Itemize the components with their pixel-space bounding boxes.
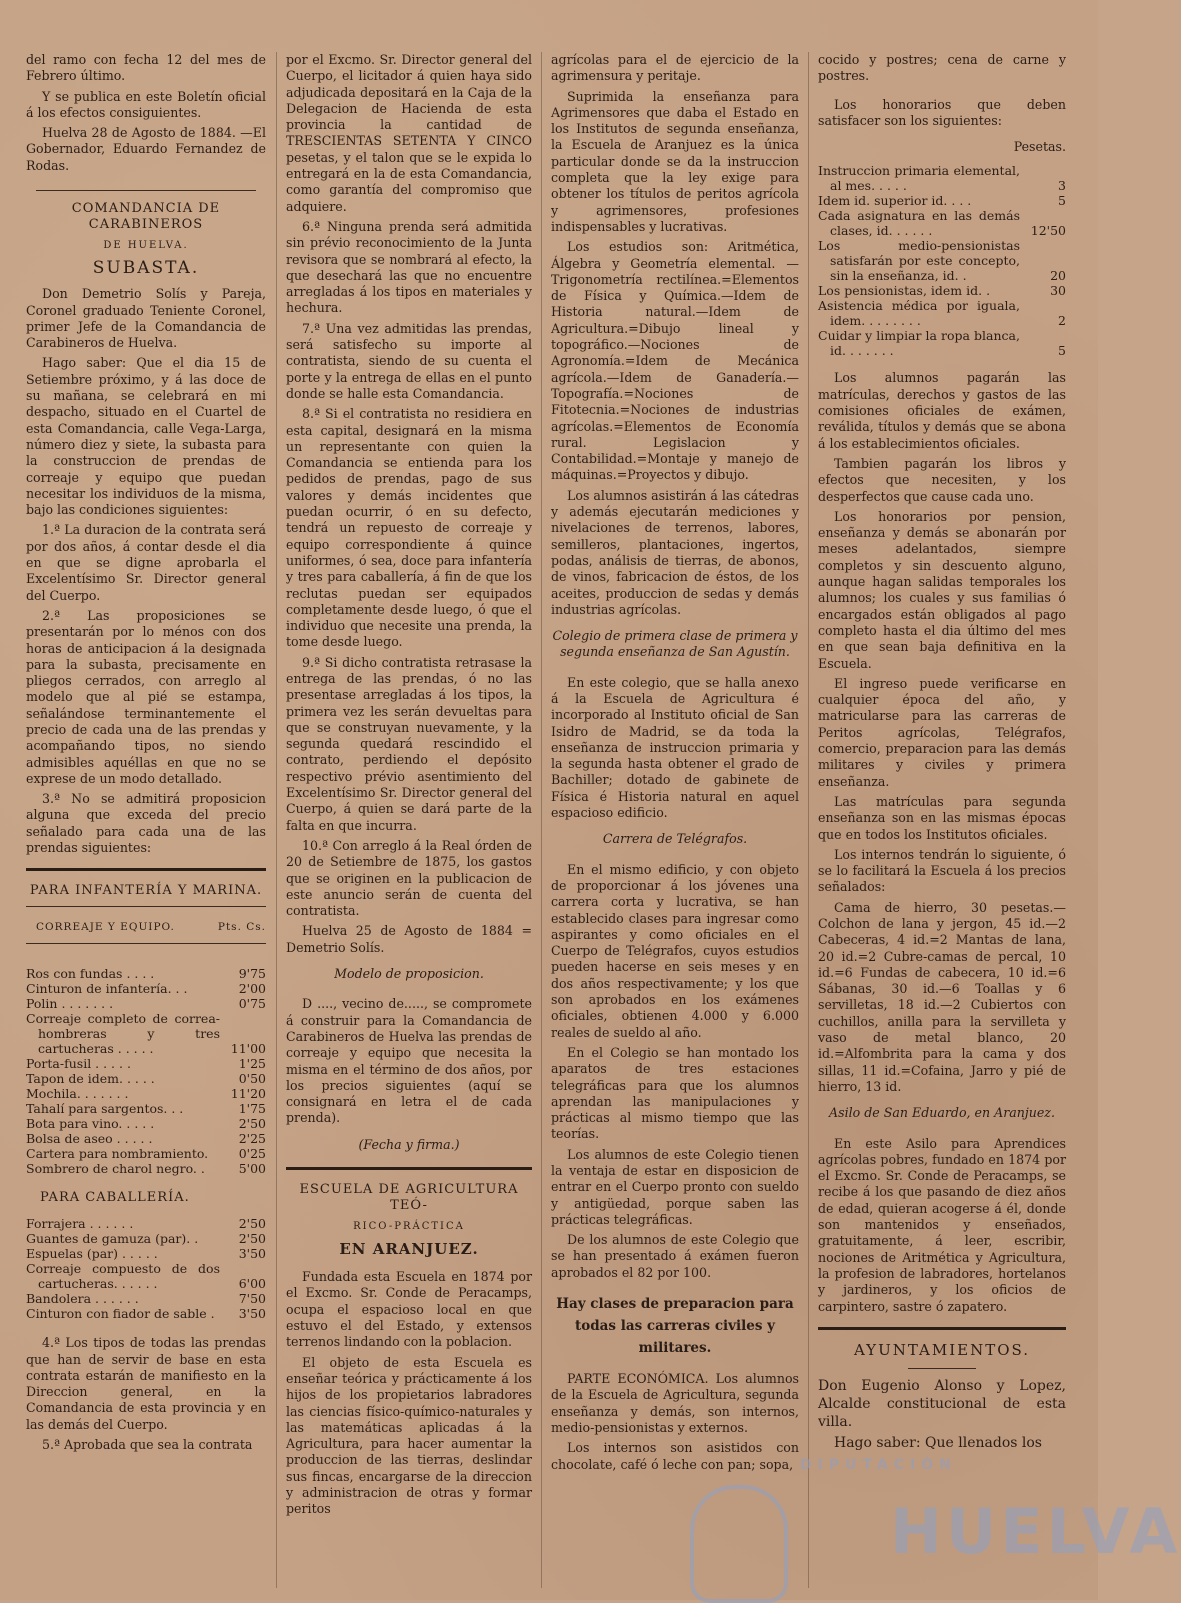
fees-header: Pesetas. [1013, 139, 1066, 155]
paragraph: 7.ª Una vez admitidas las prendas, será satisfecho su importe al contratista, siendo de su cuenta el porte y la entrega de ellas en el punto donde se halle esta Comandancia. [286, 320, 532, 401]
paragraph: Huelva 25 de Agosto de 1884 = Demetrio Solís. [286, 923, 532, 955]
stamp-text: DIPUTACIÓN [800, 1457, 957, 1473]
column-divider [541, 52, 542, 1588]
section-heading: AYUNTAMIENTOS. [853, 1340, 1031, 1359]
paragraph: 2.ª Las proposiciones se presentarán por lo ménos con dos horas de anticipacion á la designada para la subasta, precisamente en pliegos cerrados, con arreglo al modelo que al pié se estampa, señalándose terminantemente el precio de cada una de las prendas y acompañando tipos, no siendo admisibles aquéllas en que no se exprese de un modo detallado. [26, 607, 266, 786]
divider [286, 1167, 532, 1170]
section-subheading: DE HUELVA. [103, 239, 189, 251]
item-label: Cuidar y limpiar la ropa blanca, id. . . . . . . [818, 328, 1020, 359]
paragraph: Hago saber: Que llenados los [834, 1435, 1042, 1452]
section-heading: Carrera de Telégrafos. [602, 831, 748, 847]
table-row [26, 966, 266, 981]
paragraph: Cama de hierro, 30 pesetas.—Colchon de lana y jergon, 45 id.—2 Cabeceras, 4 id.=2 Mantas de lana, 20 id.=2 Cubre-camas de percal, 10 id.=6 Fundas de cabecera, 10 id.=6 Sábanas, 30 id.—6 Toallas y 6 servilletas, 18 id.—2 Cubiertos con cuchillos, anilla para la servilleta y vaso de metal blanco, 20 id.=Alfombrita para la cama y dos sillas, 11 id.=Cofaina, Jarro y pié de hierro, 13 id. [818, 899, 1066, 1094]
item-label: Porta-fusil . . . . . [26, 1055, 131, 1071]
item-price: 30 [1050, 283, 1066, 299]
table-header-right: Pts. Cs. [217, 920, 266, 933]
item-price: 11'00 [230, 1040, 266, 1056]
paragraph: Los honorarios por pension, enseñanza y demás se abonarán por meses adelantados, siempre completos y sin descuento alguno, aunque hagan salidas temporales los alumnos; los cuales y sus familias ó encargados están obligados al pago completo hasta el dia último del mes en que sean baja definitiva en la Escuela. [818, 508, 1066, 671]
paragraph: Los internos tendrán lo siguiente, ó se lo facilitará la Escuela á los precios señalados: [818, 846, 1066, 895]
notice-bold: Hay clases de preparacion para todas las carreras civiles y militares. [556, 1296, 794, 1357]
stamp-text: HUELVA [890, 1495, 1181, 1568]
table-row [26, 1146, 266, 1161]
paragraph: Las matrículas para segunda enseñanza son en las mismas épocas que en todos los Institutos oficiales. [818, 793, 1066, 842]
paragraph: 5.ª Aprobada que sea la contrata [42, 1437, 253, 1453]
paragraph: 1.ª La duracion de la contrata será por dos años, á contar desde el dia en que se digne aprobarla el Excelentísimo Sr. Director general del Cuerpo. [26, 522, 266, 603]
item-label: Bandolera . . . . . . [26, 1291, 139, 1307]
column-2 [286, 52, 532, 1592]
paragraph: por el Excmo. Sr. Director general del Cuerpo, el licitador á quien haya sido adjudicada depositará en la Caja de la Delegacion de Hacienda de esta provincia la cantidad de TRESCIENTAS SETENTA Y CINCO pesetas, y el talon que se le expida lo entregará en la de esta Comandancia, como garantía del compromiso que adquiere. [286, 52, 532, 214]
fees-table [818, 163, 1066, 358]
paragraph: De los alumnos de este Colegio que se han presentado á exámen fueron aprobados el 82 por 100. [551, 1232, 799, 1280]
paragraph: En el mismo edificio, y con objeto de proporcionar á los jóvenes una carrera corta y lucrativa, se han establecido clases para ingresar como aspirantes y como oficiales en el Cuerpo de Telégrafos, cuyos estudios pueden hacerse en seis meses y en dos años respectivamente; y los que son aprobados en los exámenes oficiales, obtienen 4.000 y 6.000 reales de sueldo al año. [551, 861, 799, 1040]
item-price: 5 [1058, 193, 1066, 209]
table-row [26, 1011, 266, 1056]
item-price: 5 [1058, 343, 1066, 359]
item-price: 2'50 [238, 1115, 266, 1131]
paragraph: Los alumnos asistirán á las cátedras y además ejecutarán mediciones y nivelaciones de terrenos, labores, semilleros, plantaciones, ingertos, podas, análisis de tierras, de abonos, de vinos, fabricacion de éstos, de los aceites, produccion de sedas y demás industrias agrícolas. [551, 487, 799, 617]
library-stamp [690, 1445, 1181, 1595]
item-price: 2'50 [238, 1231, 266, 1247]
item-price: 12'50 [1030, 223, 1066, 239]
table-row [26, 1161, 266, 1176]
item-label: Bolsa de aseo . . . . . [26, 1130, 153, 1146]
item-label: Tapon de idem. . . . . [26, 1070, 155, 1086]
table-header-left: CORREAJE Y EQUIPO. [36, 920, 175, 933]
item-price: 6'00 [238, 1276, 266, 1292]
item-price: 3 [1058, 178, 1066, 194]
item-price: 0'50 [238, 1070, 266, 1086]
item-price: 0'75 [238, 995, 266, 1011]
item-price: 2'00 [238, 980, 266, 996]
table-row [26, 1116, 266, 1131]
item-label: Correaje completo de correa-hombreras y tres cartucheras . . . . . [26, 1010, 220, 1056]
item-label: Ros con fundas . . . . [26, 965, 155, 981]
divider [36, 190, 256, 191]
paragraph: Don Eugenio Alonso y Lopez, Alcalde constitucional de esta villa. [818, 1378, 1066, 1431]
paragraph: 6.ª Ninguna prenda será admitida sin prévio reconocimiento de la Junta revisora que se nombrará al efecto, la que desechará las que no encuentre arregladas á los tipos en materiales y hechura. [286, 218, 532, 316]
item-label: Cada asignatura en las demás clases, id. . . . . . [818, 208, 1020, 239]
item-label: Tahalí para sargentos. . . [26, 1100, 184, 1116]
firma: (Fecha y firma.) [358, 1136, 460, 1152]
paragraph: Y se publica en este Boletín oficial á los efectos consiguientes. [26, 88, 266, 120]
item-label: Idem id. superior id. . . . [818, 193, 972, 209]
table-row [26, 1291, 266, 1306]
item-price: 1'25 [238, 1055, 266, 1071]
item-price: 5'00 [238, 1160, 266, 1176]
table-title: PARA CABALLERÍA. [40, 1189, 190, 1205]
item-label: Los medio-pensionistas satisfarán por este concepto, sin la enseñanza, id. . [818, 238, 1020, 284]
divider [26, 906, 266, 907]
column-1 [26, 52, 266, 1592]
item-label: Instruccion primaria elemental, al mes. . . . . [818, 163, 1020, 194]
table-row [26, 1261, 266, 1291]
table-header [26, 913, 266, 944]
item-price: 2'25 [238, 1130, 266, 1146]
table-row [818, 193, 1066, 208]
table-row [26, 1246, 266, 1261]
paragraph: En este Asilo para Aprendices agrícolas pobres, fundado en 1874 por el Excmo. Sr. Conde de Peracamps, se recibe á los que pasando de diez años de edad, quieran acogerse á él, donde son mantenidos y enseñados, gratuitamente, á leer, escribir, nociones de Aritmética y Agricultura, la profesion de labradores, hortelanos y jardineros, y los oficios de carpintero, sastre ó zapatero. [818, 1135, 1066, 1314]
item-label: Cartera para nombramiento. [26, 1145, 209, 1161]
table-row [26, 1131, 266, 1146]
section-heading: ESCUELA DE AGRICULTURA TEÓ- [299, 1182, 519, 1214]
paragraph: Los estudios son: Aritmética, Álgebra y Geometría elemental. —Trigonometría rectilínea.=Elementos de Física y Química.—Idem de Historia natural.—Idem de Agricultura.=Dibujo lineal y topográfico.—Nociones de Agronomía.=Idem de Mecánica agrícola.—Idem de Ganadería.—Topografía.=Nociones de Fitotecnia.=Nociones de industrias agrícolas.=Elementos de Economía rural. Legislacion y Contabilidad.=Montaje y manejo de máquinas.=Proyectos y dibujo. [551, 239, 799, 483]
paragraph: Los alumnos pagarán las matrículas, derechos y gastos de las comisiones oficiales de exámen, reválida, títulos y demás que se abona á los establecimientos oficiales. [818, 370, 1066, 451]
paragraph: El ingreso puede verificarse en cualquier época del año, y matricularse para las carreras de Peritos agrícolas, Telégrafos, comercio, preparacion para las demás militares y civiles y primera enseñanza. [818, 675, 1066, 789]
table-title: PARA INFANTERÍA Y MARINA. [29, 883, 263, 899]
paragraph: Huelva 28 de Agosto de 1884. —El Gobernador, Eduardo Fernandez de Rodas. [26, 125, 266, 173]
paragraph: 8.ª Si el contratista no residiera en esta capital, designará en la misma un representante con quien la Comandancia se entienda para los pedidos de prendas, pago de sus valores y demás incidentes que puedan ocurrir, ó en su defecto, tendrá un repuesto de correaje y equipo correspondiente á quince uniformes, ó sea, doce para infantería y tres para caballería, á fin de que los reclutas puedan ser equipados completamente desde luego, ó que el individuo que necesite una prenda, la tome desde luego. [286, 406, 532, 650]
shield-icon [690, 1485, 788, 1603]
column-divider [808, 52, 809, 1588]
table-row [26, 1231, 266, 1246]
table-row [26, 1086, 266, 1101]
paragraph: D ...., vecino de....., se compromete á construir para la Comandancia de Carabineros de Huelva las prendas de correaje y equipo que necesita la misma en el término de dos años, por los precios siguientes (aquí se consignará en letra el de cada prenda). [286, 996, 532, 1126]
item-price: 11'20 [230, 1085, 266, 1101]
table-row [818, 283, 1066, 298]
paragraph: Suprimida la enseñanza para Agrimensores que daba el Estado en los Institutos de segunda enseñanza, la Escuela de Aranjuez es la única particular donde se da la instruccion completa que la ley exige para obtener los títulos de peritos agrícola y agrimensores, profesiones indispensables y lucrativas. [551, 88, 799, 234]
item-label: Los pensionistas, idem id. . [818, 283, 991, 299]
section-heading: Asilo de San Eduardo, en Aranjuez. [829, 1105, 1055, 1121]
paragraph: 9.ª Si dicho contratista retrasase la entrega de las prendas, ó no las presentase arregladas á los tipos, la primera vez les serán devueltas para que se construyan nuevamente, y la segunda quedará rescindido el contrato, perdiendo el depósito respectivo prévio asentimiento del Excelentísimo Sr. Director general del Cuerpo, á quien se dará parte de la falta en que incurra. [286, 654, 532, 833]
item-label: Correaje compuesto de dos cartucheras. . . . . . [26, 1261, 220, 1292]
table-row [26, 1056, 266, 1071]
paragraph: Los alumnos de este Colegio tienen la ventaja de estar en disposicion de entrar en el Cuerpo pronto con sueldo y antigüedad, porque saben las prácticas telegráficas. [551, 1146, 799, 1227]
paragraph: 3.ª No se admitirá proposicion alguna que exceda del precio señalado para cada una de las prendas siguientes: [26, 791, 266, 856]
item-label: Cinturon con fiador de sable . [26, 1306, 215, 1322]
divider [818, 1327, 1066, 1330]
paragraph: Hago saber: Que el dia 15 de Setiembre próximo, y á las doce de su mañana, se celebrará en mi despacho, situado en el Cuartel de esta Comandancia, calle Vega-Larga, número diez y siete, la subasta para la construccion de prendas de correaje y equipo que puedan necesitar los individuos de la misma, bajo las condiciones siguientes: [26, 355, 266, 518]
paragraph: Fundada esta Escuela en 1874 por el Excmo. Sr. Conde de Peracamps, ocupa el espacioso local en que estuvo el del Estado, y extensos terrenos lindando con la poblacion. [286, 1269, 532, 1350]
column-4 [818, 52, 1066, 1592]
item-label: Bota para vino. . . . . [26, 1115, 155, 1131]
item-label: Asistencia médica por iguala, idem. . . . . . . . [818, 298, 1020, 329]
section-subheading: RICO-PRÁCTICA [353, 1220, 465, 1232]
paragraph: Los internos son asistidos con chocolate, café ó leche con pan; sopa, [551, 1440, 799, 1472]
paragraph: Los honorarios que deben satisfacer son los siguientes: [818, 96, 1066, 128]
paragraph: En este colegio, que se halla anexo á la Escuela de Agricultura é incorporado al Instituto oficial de San Isidro de Madrid, se da toda la enseñanza de instruccion primaria y la segunda hasta obtener el grado de Bachiller; dotado de gabinete de Física é Historia natural en aquel espacioso edificio. [551, 674, 799, 821]
paragraph: Tambien pagarán los libros y efectos que necesiten, y los desperfectos que cause cada uno. [818, 455, 1066, 504]
paragraph: 4.ª Los tipos de todas las prendas que han de servir de base en esta contrata estarán de manifiesto en la Direccion general, en la Comandancia de esta provincia y en las demás del Cuerpo. [26, 1335, 266, 1432]
item-price: 9'75 [238, 965, 266, 981]
paragraph: PARTE ECONÓMICA. Los alumnos de la Escuela de Agricultura, segunda enseñanza y demás, son internos, medio-pensionistas y externos. [551, 1371, 799, 1435]
section-heading: EN ARANJUEZ. [339, 1239, 479, 1258]
table-row [26, 1216, 266, 1231]
table-row [818, 298, 1066, 328]
price-table-infanteria [26, 966, 266, 1176]
paragraph: En el Colegio se han montado los aparatos de tres estaciones telegráficas para que los alumnos aprendan las manipulaciones y prácticas al mismo tiempo que las teorías. [551, 1044, 799, 1142]
paragraph: del ramo con fecha 12 del mes de Febrero último. [26, 52, 266, 84]
table-row [26, 996, 266, 1011]
item-label: Forrajera . . . . . . [26, 1216, 134, 1232]
table-row [818, 328, 1066, 358]
item-label: Cinturon de infantería. . . [26, 980, 188, 996]
paragraph: 10.ª Con arreglo á la Real órden de 20 de Setiembre de 1875, los gastos que se originen en la publicacion de este anuncio serán de cuenta del contratista. [286, 837, 532, 919]
table-row [818, 163, 1066, 193]
item-price: 7'50 [238, 1291, 266, 1307]
item-label: Sombrero de charol negro. . [26, 1160, 205, 1176]
table-row [26, 1101, 266, 1116]
item-price: 1'75 [238, 1100, 266, 1116]
table-row [818, 238, 1066, 283]
divider [908, 1368, 976, 1369]
paragraph: agrícolas para el de ejercicio de la agrimensura y peritaje. [551, 52, 799, 84]
table-row [26, 981, 266, 996]
section-heading: Colegio de primera clase de primera y segunda enseñanza de San Agustín. [552, 628, 798, 660]
item-price: 0'25 [238, 1145, 266, 1161]
item-label: Polin . . . . . . . [26, 995, 114, 1011]
table-row [26, 1071, 266, 1086]
paragraph: Don Demetrio Solís y Pareja, Coronel graduado Teniente Coronel, primer Jefe de la Comandancia de Carabineros de Huelva. [26, 286, 266, 351]
paragraph: cocido y postres; cena de carne y postres. [818, 52, 1066, 84]
item-price: 3'50 [238, 1246, 266, 1262]
item-label: Mochila. . . . . . . [26, 1085, 129, 1101]
subasta-heading: SUBASTA. [92, 257, 200, 278]
divider [26, 868, 266, 871]
item-label: Espuelas (par) . . . . . [26, 1246, 158, 1262]
modelo-heading: Modelo de proposicion. [334, 966, 484, 982]
section-heading: COMANDANCIA DE CARABINEROS [71, 201, 221, 233]
paragraph: El objeto de esta Escuela es enseñar teórica y prácticamente á los hijos de los propietarios labradores las ciencias físico-químico-naturales y las matemáticas aplicadas á la Agricultura, para hacer aumentar la produccion de las tierras, deslindar sus fincas, encargarse de la direccion y administracion de otras y formar peritos [286, 1354, 532, 1517]
table-row [26, 1306, 266, 1321]
table-row [818, 208, 1066, 238]
item-price: 3'50 [238, 1306, 266, 1322]
price-table-caballeria [26, 1216, 266, 1321]
item-label: Guantes de gamuza (par). . [26, 1231, 199, 1247]
column-divider [276, 52, 277, 1588]
item-price: 20 [1050, 268, 1066, 284]
item-price: 2 [1058, 313, 1066, 329]
column-3 [551, 52, 799, 1592]
item-price: 2'50 [238, 1216, 266, 1232]
